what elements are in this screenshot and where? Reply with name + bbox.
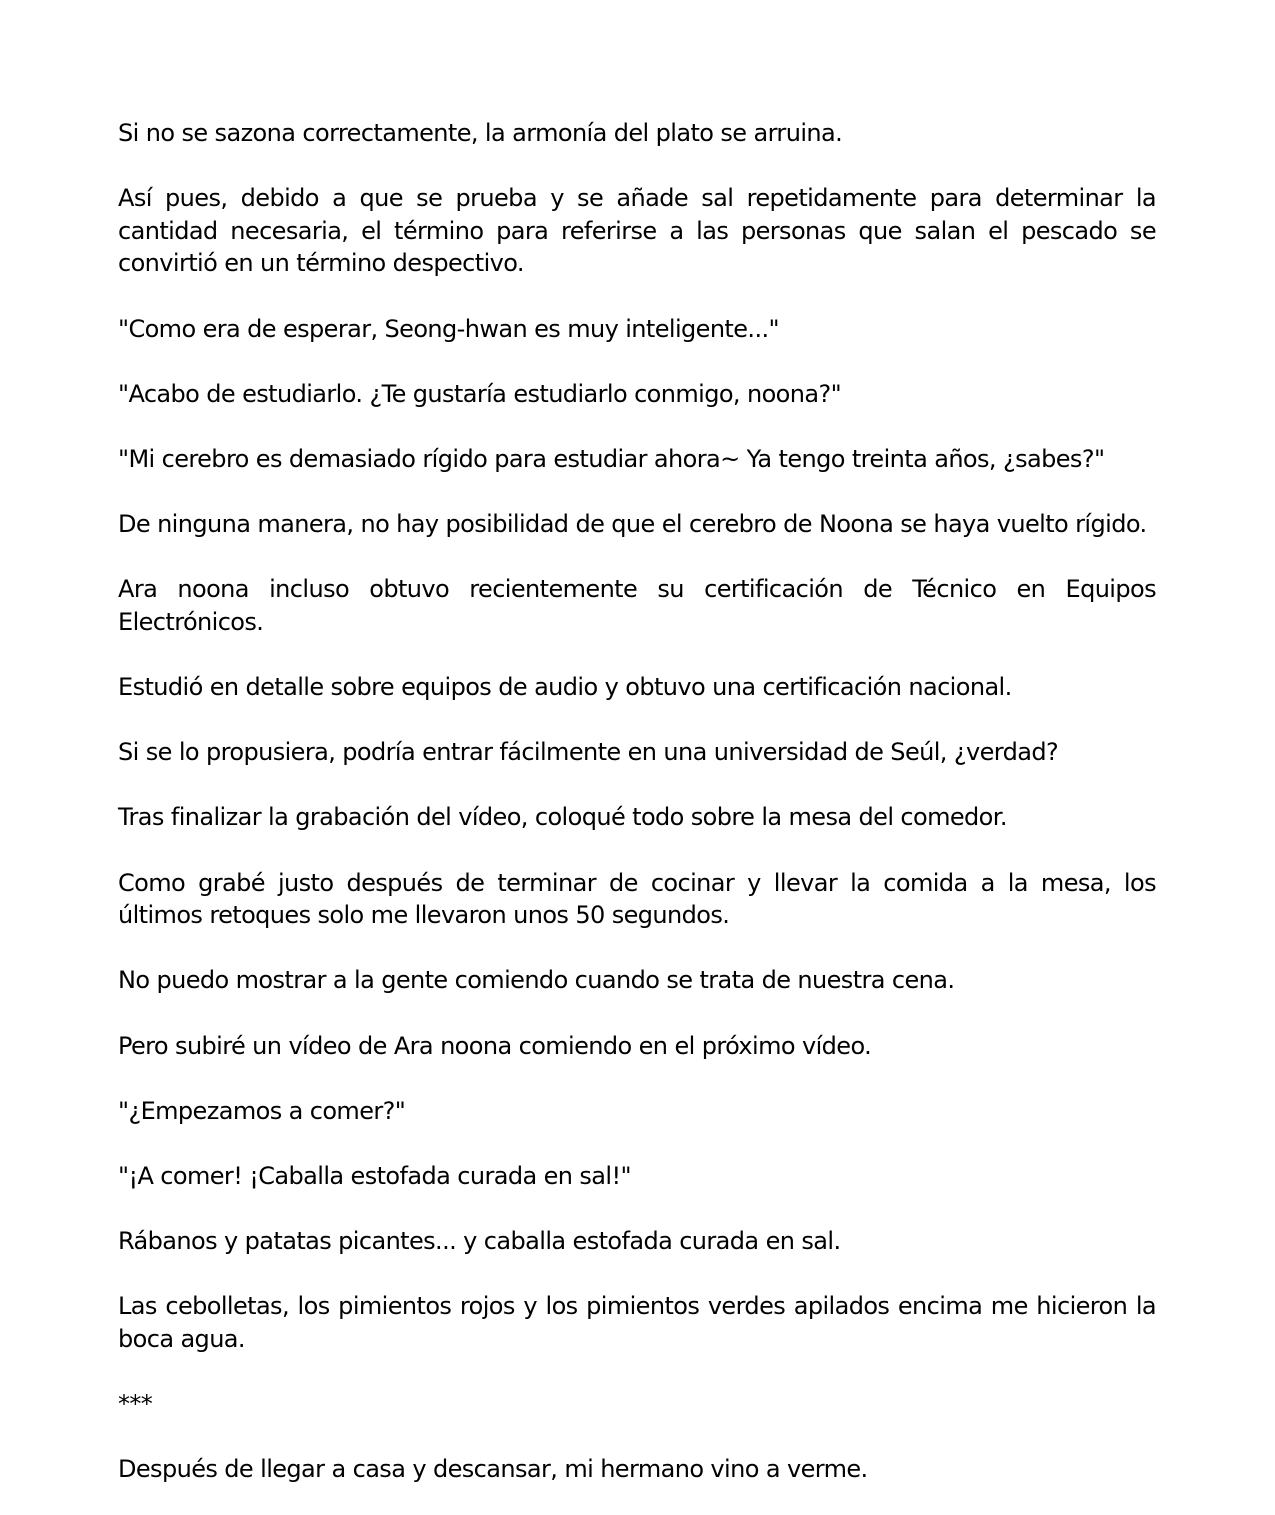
paragraph-7: Ara noona incluso obtuvo recientemente su certificación de Técnico en Equipos Electrónicos. xyxy=(118,575,1156,636)
paragraph-6: De ninguna manera, no hay posibilidad de que el cerebro de Noona se haya vuelto rígido. xyxy=(118,510,1147,539)
paragraph-15: "¡A comer! ¡Caballa estofada curada en sal!" xyxy=(118,1162,631,1190)
paragraph-17: Las cebolletas, los pimientos rojos y los pimientos verdes apilados encima me hicieron la boca agua. xyxy=(118,1292,1156,1353)
paragraph-18: Después de llegar a casa y descansar, mi hermano vino a verme. xyxy=(118,1455,868,1484)
paragraph-14: "¿Empezamos a comer?" xyxy=(118,1096,406,1125)
paragraph-1: Si no se sazona correctamente, la armonía del plato se arruina. xyxy=(118,119,843,147)
paragraph-9: Si se lo propusiera, podría entrar fácilmente en una universidad de Seúl, ¿verdad? xyxy=(118,738,1059,767)
paragraph-2: Así pues, debido a que se prueba y se añade sal repetidamente para determinar la cantidad necesaria, el término para referirse a las personas que salan el pescado se convirtió en un término despectivo. xyxy=(118,184,1156,278)
paragraph-3: "Como era de esperar, Seong-hwan es muy inteligente..." xyxy=(118,314,779,343)
document-body xyxy=(118,117,1156,1515)
scene-break: *** xyxy=(118,1390,153,1419)
paragraph-4: "Acabo de estudiarlo. ¿Te gustaría estudiarlo conmigo, noona?" xyxy=(118,379,842,408)
paragraph-5: "Mi cerebro es demasiado rígido para estudiar ahora~ Ya tengo treinta años, ¿sabes?" xyxy=(118,444,1105,473)
paragraph-13: Pero subiré un vídeo de Ara noona comiendo en el próximo vídeo. xyxy=(118,1031,872,1060)
paragraph-8: Estudió en detalle sobre equipos de audio y obtuvo una certificación nacional. xyxy=(118,673,1012,702)
paragraph-16: Rábanos y patatas picantes... y caballa estofada curada en sal. xyxy=(118,1227,841,1256)
paragraph-10: Tras finalizar la grabación del vídeo, coloqué todo sobre la mesa del comedor. xyxy=(118,803,1007,832)
paragraph-11: Como grabé justo después de terminar de cocinar y llevar la comida a la mesa, los últimos retoques solo me llevaron unos 50 segundos. xyxy=(118,868,1156,930)
paragraph-12: No puedo mostrar a la gente comiendo cuando se trata de nuestra cena. xyxy=(118,966,955,995)
